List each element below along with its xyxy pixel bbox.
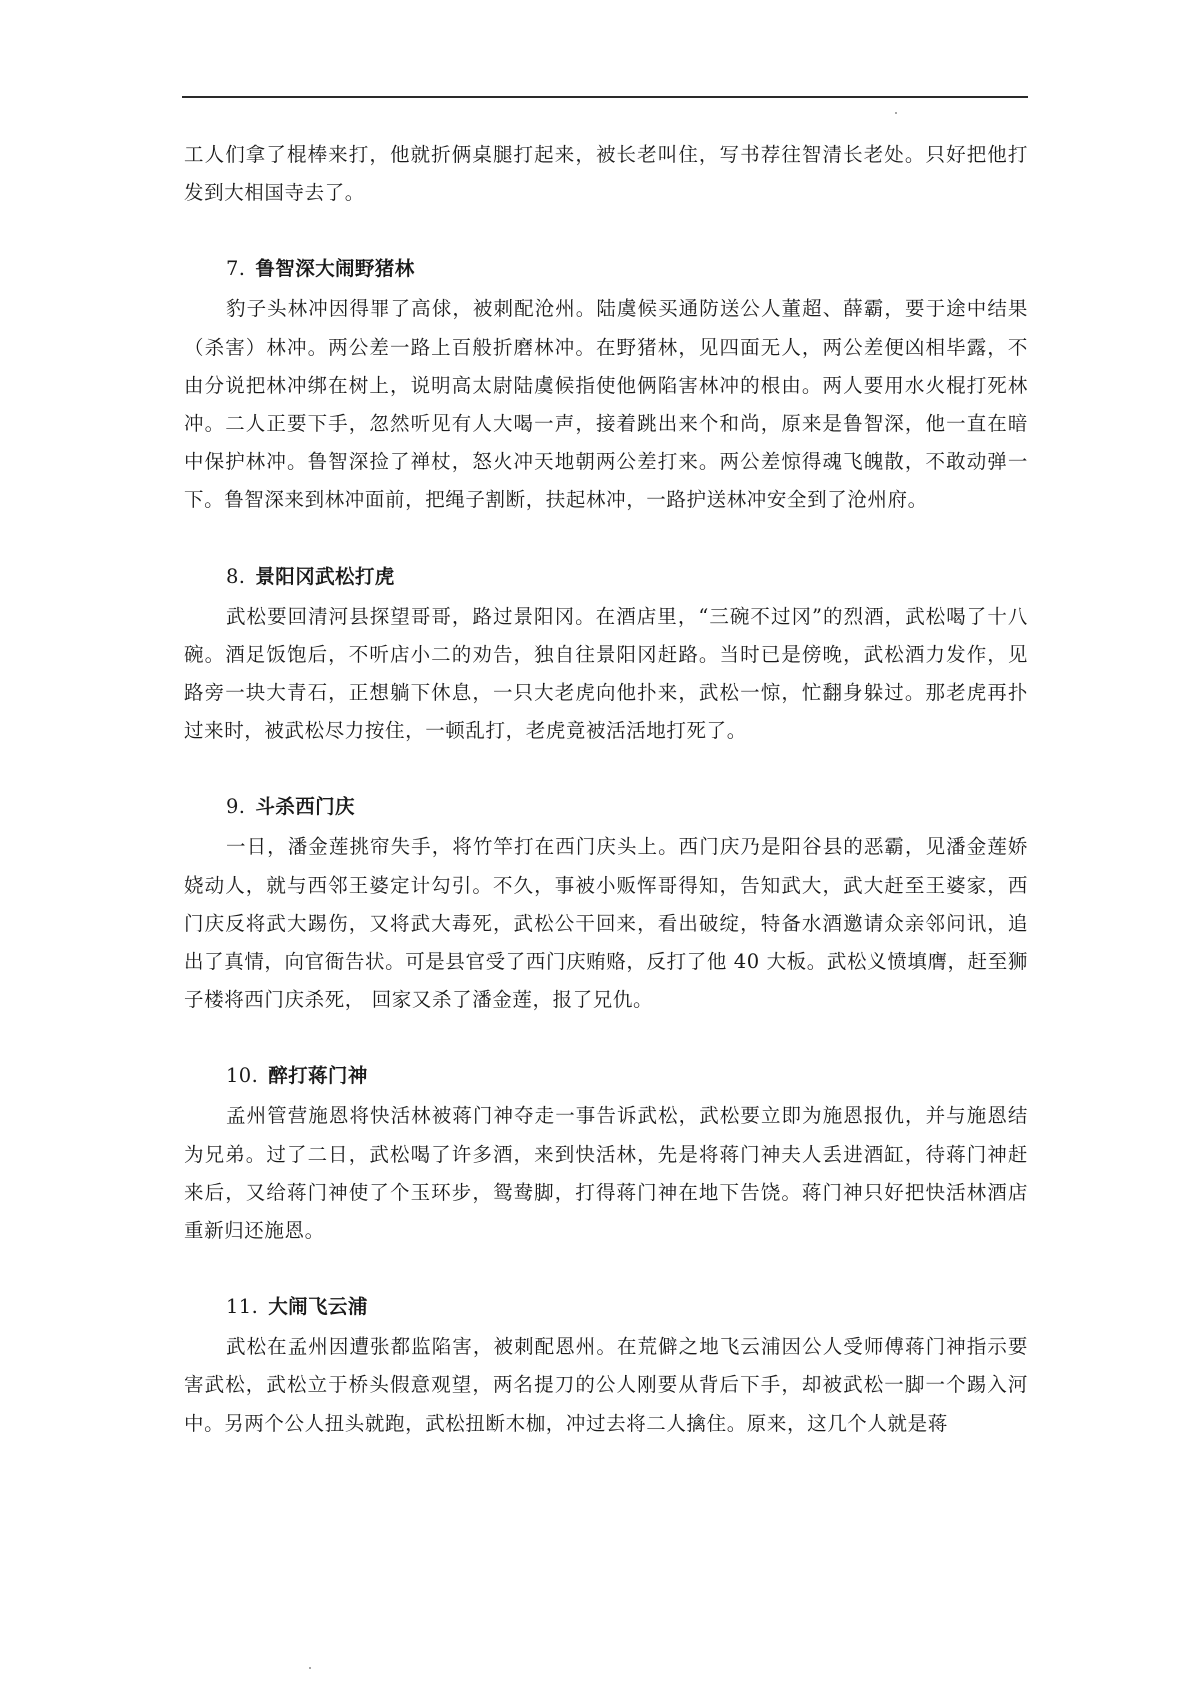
section-title: 斗杀西门庆 — [255, 795, 355, 819]
section-text: 孟州管营施恩将快活林被蒋门神夺走一事告诉武松，武松要立即为施恩报仇，并与施恩结为兄弟。过了二日，武松喝了许多酒，来到快活林，先是将蒋门神夫人丢进酒缸，待蒋门神赶来后，又给蒋门神使了个玉环步，鸳鸯脚，打得蒋门神在地下告饶。蒋门神只好把快活林酒店重新归还施恩。 — [184, 1104, 1028, 1243]
section-title: 醉打蒋门神 — [268, 1064, 368, 1088]
section-text: 豹子头林冲因得罪了高俅，被刺配沧州。陆虞候买通防送公人董超、薛霸，要于途中结果（杀害）林冲。两公差一路上百般折磨林冲。在野猪林，见四面无人，两公差便凶相毕露，不由分说把林冲绑在树上，说明高太尉陆虞候指使他俩陷害林冲的根由。两人要用水火棍打死林冲。二人正要下手，忽然听见有人大喝一声，接着跳出来个和尚，原来是鲁智深，他一直在暗中保护林冲。鲁智深捡了禅杖，怒火冲天地朝两公差打来。两公差惊得魂飞魄散，不敢动弹一下。鲁智深来到林冲面前，把绳子割断，扶起林冲，一路护送林冲安全到了沧州府。 — [184, 297, 1028, 512]
scan-dot — [895, 112, 897, 114]
section-title: 鲁智深大闹野猪林 — [255, 257, 415, 281]
section-heading — [184, 1057, 1028, 1095]
section-number: 8. — [226, 564, 246, 588]
section-heading — [184, 558, 1028, 596]
section-title: 大闹飞云浦 — [268, 1295, 368, 1319]
section-text: 一日，潘金莲挑帘失手，将竹竿打在西门庆头上。西门庆乃是阳谷县的恶霸，见潘金莲娇娆动人，就与西邻王婆定计勾引。不久，事被小贩恽哥得知，告知武大，武大赶至王婆家，西门庆反将武大踢伤，又将武大毒死，武松公干回来，看出破绽，特备水酒邀请众亲邻问讯，追出了真情，向官衙告状。可是县官受了西门庆贿赂，反打了他 40 大板。武松义愤填膺，赶至狮子楼将西门庆杀死， 回家又杀了潘金莲，报了兄仇。 — [184, 835, 1028, 1012]
section-10 — [184, 1057, 1028, 1250]
section-number: 11. — [226, 1295, 259, 1319]
header-rule — [182, 96, 1028, 98]
section-9 — [184, 788, 1028, 1019]
section-11 — [184, 1288, 1028, 1443]
section-heading — [184, 788, 1028, 826]
opening-paragraph: 工人们拿了棍棒来打，他就折俩桌腿打起来，被长老叫住，写书荐往智清长老处。只好把他打发到大相国寺去了。 — [184, 143, 1028, 205]
scan-dot — [309, 1667, 311, 1669]
section-8 — [184, 558, 1028, 751]
section-number: 9. — [226, 795, 246, 819]
section-text: 武松要回清河县探望哥哥，路过景阳冈。在酒店里，“三碗不过冈”的烈酒，武松喝了十八碗。酒足饭饱后，不听店小二的劝告，独自往景阳冈赶路。当时已是傍晚，武松酒力发作，见路旁一块大青石，正想躺下休息，一只大老虎向他扑来，武松一惊，忙翻身躲过。那老虎再扑过来时，被武松尽力按住，一顿乱打，老虎竟被活活地打死了。 — [184, 604, 1028, 743]
section-title: 景阳冈武松打虎 — [255, 564, 395, 588]
section-7 — [184, 250, 1028, 519]
document-body — [184, 136, 1028, 1443]
section-number: 10. — [226, 1064, 259, 1088]
section-heading — [184, 1288, 1028, 1326]
section-heading — [184, 250, 1028, 288]
section-text: 武松在孟州因遭张都监陷害，被刺配恩州。在荒僻之地飞云浦因公人受师傅蒋门神指示要害武松，武松立于桥头假意观望，两名提刀的公人刚要从背后下手，却被武松一脚一个踢入河中。另两个公人扭头就跑，武松扭断木枷，冲过去将二人擒住。原来，这几个人就是蒋 — [184, 1335, 1028, 1435]
section-number: 7. — [226, 257, 246, 281]
